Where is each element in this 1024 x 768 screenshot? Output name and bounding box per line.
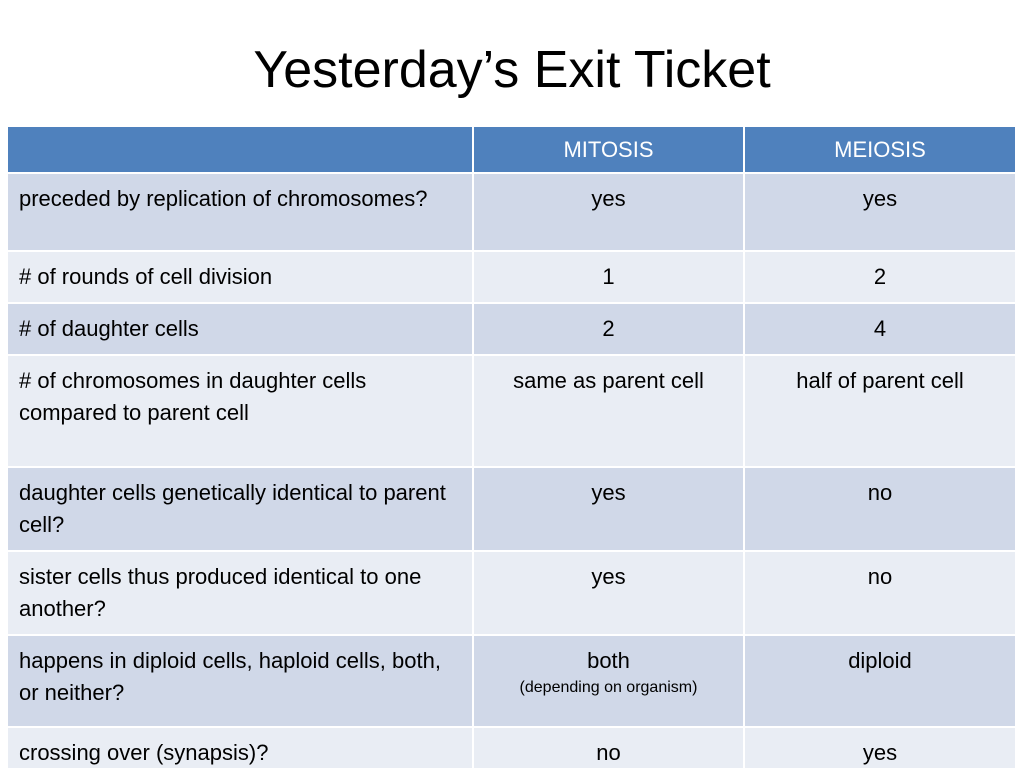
meiosis-cell: 4 (744, 303, 1016, 355)
table-row (8, 467, 1016, 551)
meiosis-cell: no (744, 551, 1016, 635)
meiosis-cell: yes (744, 727, 1016, 768)
table-row (8, 635, 1016, 727)
mitosis-cell (473, 635, 744, 727)
question-cell: # of rounds of cell division (8, 251, 473, 303)
table-row (8, 355, 1016, 467)
table-row (8, 551, 1016, 635)
meiosis-cell: yes (744, 173, 1016, 251)
mitosis-cell: same as parent cell (473, 355, 744, 467)
question-cell: daughter cells genetically identical to parent cell? (8, 467, 473, 551)
meiosis-cell: 2 (744, 251, 1016, 303)
mitosis-cell: yes (473, 551, 744, 635)
slide-title: Yesterday’s Exit Ticket (253, 41, 771, 99)
header-cell-mitosis: MITOSIS (473, 127, 744, 173)
table-row (8, 173, 1016, 251)
mitosis-note: (depending on organism) (519, 679, 698, 696)
question-cell: # of chromosomes in daughter cells compared to parent cell (8, 355, 473, 467)
mitosis-cell: 1 (473, 251, 744, 303)
header-cell-meiosis: MEIOSIS (744, 127, 1016, 173)
mitosis-value: both (587, 648, 630, 673)
mitosis-cell: yes (473, 173, 744, 251)
meiosis-cell: half of parent cell (744, 355, 1016, 467)
meiosis-cell: no (744, 467, 1016, 551)
question-cell: # of daughter cells (8, 303, 473, 355)
mitosis-cell: 2 (473, 303, 744, 355)
question-cell: crossing over (synapsis)? (8, 727, 473, 768)
table-row (8, 251, 1016, 303)
mitosis-cell: no (473, 727, 744, 768)
header-cell-blank (8, 127, 473, 173)
question-cell: sister cells thus produced identical to one another? (8, 551, 473, 635)
table-row (8, 303, 1016, 355)
table-row (8, 727, 1016, 768)
mitosis-cell: yes (473, 467, 744, 551)
meiosis-cell: diploid (744, 635, 1016, 727)
question-cell: preceded by replication of chromosomes? (8, 173, 473, 251)
table-header-row (8, 127, 1016, 173)
question-cell: happens in diploid cells, haploid cells, both, or neither? (8, 635, 473, 727)
comparison-table (8, 127, 1017, 768)
